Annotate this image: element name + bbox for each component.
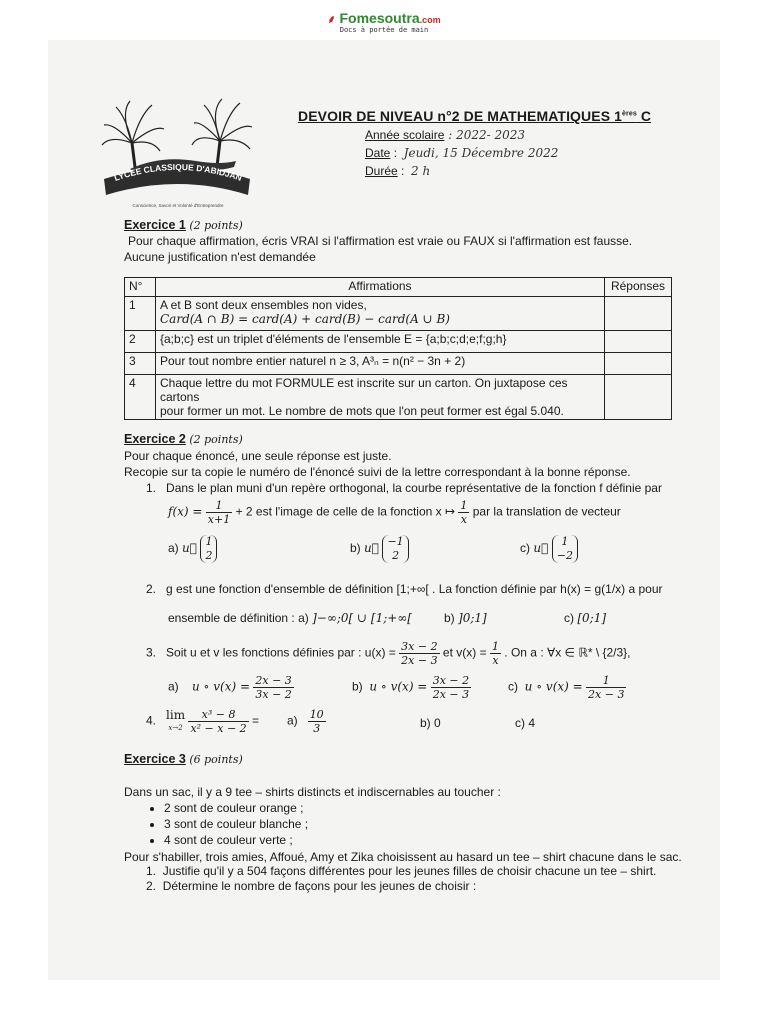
brand-suffix: .com bbox=[419, 15, 441, 25]
question-2-answers: ensemble de définition : a) ]−∞;0[ ∪ [1;+∞[ b) ]0;1] c) [0;1] bbox=[168, 611, 607, 625]
col-affirmations: Affirmations bbox=[156, 278, 605, 297]
logo-ring-text: LYCEE CLASSIQUE D'ABIDJAN bbox=[112, 161, 244, 183]
exercise-3-context: Pour s'habiller, trois amies, Affoué, Amy et Zika choisissent au hasard un tee – shirt chacune dans le sac. bbox=[124, 850, 682, 864]
response-cell[interactable] bbox=[605, 297, 672, 331]
answer-1b: b) u⃗ −1 2 bbox=[350, 535, 409, 563]
logo-motto: Conscience, Savoir et Volonté d'Entreprendre bbox=[132, 203, 224, 208]
answer-4c: c) 4 bbox=[515, 716, 536, 730]
question-3: 3. Soit u et v les fonctions définies par : u(x) = $\frac{3x - 2}{2x - 3}$ et v(x) = $\frac{1}{x}$ . On a : ∀x ∈ ℝ* \ {2/3}, bbox=[146, 640, 631, 667]
response-cell[interactable] bbox=[605, 331, 672, 353]
brand-name: Fomesoutra bbox=[339, 10, 420, 26]
exam-header bbox=[298, 108, 651, 124]
tagline: Docs à portée de main bbox=[339, 26, 429, 34]
exercise-2-intro: Pour chaque énoncé, une seule réponse est juste. Recopie sur ta copie le numéro de l'énoncé suivi de la lettre correspondant à la bonne réponse. bbox=[124, 449, 631, 479]
table-header-row bbox=[125, 278, 672, 297]
response-cell[interactable] bbox=[605, 353, 672, 375]
answer-4b: b) 0 bbox=[420, 716, 441, 730]
date-row: Date : Jeudi, 15 Décembre 2022 bbox=[365, 146, 559, 160]
exercise-1-intro: Pour chaque affirmation, écris VRAI si l'affirmation est vraie ou FAUX si l'affirmation est fausse. Aucune justification n'est demandée bbox=[124, 234, 633, 264]
answer-3a: a) u ∘ v(x) = $\frac{2x - 3}{3x - 2}$ bbox=[168, 674, 292, 701]
exercise-1-title: Exercice 1 (2 points) bbox=[124, 218, 243, 232]
duration-row: Durée : 2 h bbox=[365, 164, 431, 178]
answer-1a: a) u⃗ 1 2 bbox=[168, 535, 217, 563]
list-item: • 2 sont de couleur orange ; bbox=[164, 800, 308, 816]
flame-icon: ⸙ bbox=[327, 14, 336, 26]
answer-4a: a) $\frac{10}{3}$ bbox=[287, 708, 324, 735]
question-1: 1. Dans le plan muni d'un repère orthogonal, la courbe représentative de la fonction f définie par bbox=[146, 481, 662, 495]
answer-3c: c) u ∘ v(x) = $\frac{1}{2x - 3}$ bbox=[508, 674, 625, 701]
exercise-3-title: Exercice 3 (6 points) bbox=[124, 752, 243, 766]
question-1-formula: f(x) = $\frac{1}{x+1}$ + 2 est l'image de celle de la fonction x ↦ $\frac{1}{x}$ par la translation de vecteur bbox=[168, 499, 621, 526]
table-row: 3 Pour tout nombre entier naturel n ≥ 3, A³ₙ = n(n² − 3n + 2) bbox=[125, 353, 672, 375]
response-cell[interactable] bbox=[605, 375, 672, 420]
exercise-3-question-2: 2. Détermine le nombre de façons pour les jeunes de choisir : bbox=[146, 879, 477, 893]
table-row: 2 {a;b;c} est un triplet d'éléments de l'ensemble E = {a;b;c;d;e;f;g;h} bbox=[125, 331, 672, 353]
site-watermark bbox=[0, 10, 768, 34]
question-2: 2. g est une fonction d'ensemble de définition [1;+∞[ . La fonction définie par h(x) = g(1/x) a pour bbox=[146, 582, 663, 596]
school-year-row: Année scolaire : 2022- 2023 bbox=[365, 128, 526, 142]
exam-title: DEVOIR DE NIVEAU n°2 DE MATHEMATIQUES 1ères C bbox=[298, 108, 652, 124]
col-responses: Réponses bbox=[605, 278, 672, 297]
exercise-3-question-1: 1. Justifie qu'il y a 504 façons différentes pour les jeunes filles de choisir chacune un tee – shirt. bbox=[146, 864, 657, 878]
answer-1c: c) u⃗ 1 −2 bbox=[520, 535, 578, 563]
exercise-2-title: Exercice 2 (2 points) bbox=[124, 432, 243, 446]
answer-3b: b) u ∘ v(x) = $\frac{3x - 2}{2x - 3}$ bbox=[352, 674, 470, 701]
question-4: 4. lim x→2 $\frac{\text{x³ − 8}}{\text{x² − x − 2}}$ = bbox=[146, 707, 260, 735]
affirmations-table bbox=[124, 277, 672, 420]
col-number: N° bbox=[125, 278, 156, 297]
color-list bbox=[146, 800, 308, 848]
list-item: • 3 sont de couleur blanche ; bbox=[164, 816, 308, 832]
table-row: 1 A et B sont deux ensembles non vides, Card(A ∩ B) = card(A) + card(B) − card(A ∪ B) bbox=[125, 297, 672, 331]
exercise-3-intro: Dans un sac, il y a 9 tee – shirts distincts et indiscernables au toucher : bbox=[124, 785, 501, 799]
list-item: • 4 sont de couleur verte ; bbox=[164, 832, 308, 848]
school-logo bbox=[100, 95, 255, 217]
table-row: 4 Chaque lettre du mot FORMULE est inscrite sur un carton. On juxtapose ces cartons pour former un mot. Le nombre de mots que l'on peut former est égal 5.040. bbox=[125, 375, 672, 420]
